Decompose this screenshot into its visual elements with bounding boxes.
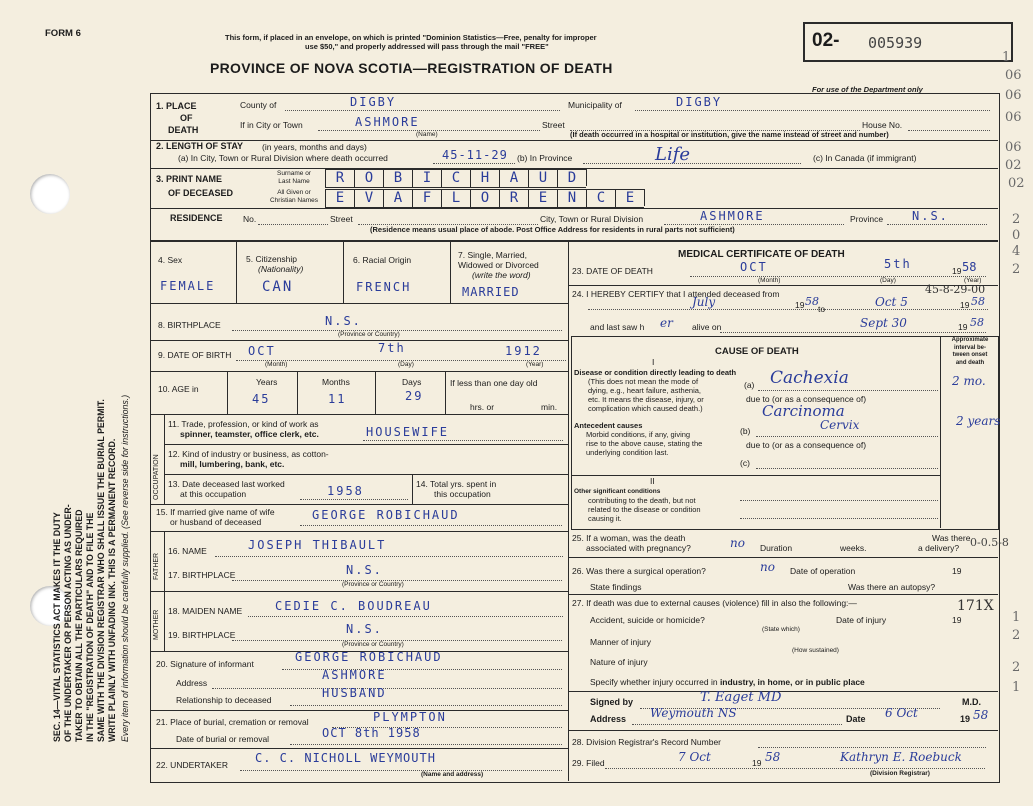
label-line: dying, e.g., heart failure, asthenia, bbox=[588, 386, 701, 395]
label-line: 5. Citizenship bbox=[246, 254, 298, 264]
name-sub: (Name) bbox=[416, 131, 438, 138]
label-line: mill, lumbering, bank, etc. bbox=[180, 459, 285, 469]
f24-19c: 19 bbox=[958, 322, 968, 332]
f28-label: 28. Division Registrar's Record Number bbox=[572, 737, 722, 747]
signed-label: Signed by bbox=[590, 697, 634, 707]
hrs-label: hrs. or bbox=[470, 402, 495, 412]
days-label: Days bbox=[402, 377, 422, 387]
hospital-note: (If death occurred in a hospital or institution, give the name instead of street and number) bbox=[570, 130, 889, 139]
signed-by-value: T. Eaget MD bbox=[700, 690, 782, 705]
f16-label: 16. NAME bbox=[168, 546, 207, 556]
letter-box: C bbox=[586, 189, 615, 208]
f26-label: 26. Was there a surgical operation? bbox=[572, 566, 706, 576]
f2-note: (in years, months and days) bbox=[262, 142, 367, 152]
margin-code: 06 bbox=[1005, 140, 1022, 155]
f3-label bbox=[156, 172, 233, 200]
attended-from-value: July bbox=[692, 295, 716, 309]
stay-a-value: 45-11-29 bbox=[442, 148, 508, 162]
f25-label bbox=[572, 533, 691, 553]
f27f-label: Nature of injury bbox=[590, 657, 648, 667]
f19-label: 19. BIRTHPLACE bbox=[168, 630, 236, 640]
letter-box: N bbox=[557, 189, 586, 208]
md-label: M.D. bbox=[962, 697, 981, 707]
label-line: rise to the above cause, stating the bbox=[586, 439, 703, 448]
antecedent-label bbox=[574, 421, 702, 457]
letter-box: A bbox=[499, 169, 528, 188]
label-line: 1. PLACE bbox=[156, 101, 197, 111]
f15-label bbox=[156, 507, 275, 527]
county-value: DIGBY bbox=[350, 95, 397, 109]
f24-19b: 19 bbox=[960, 300, 970, 310]
occupation-label: OCCUPATION bbox=[153, 454, 160, 500]
f2-label: 2. LENGTH OF STAY bbox=[156, 141, 244, 151]
informant-value: GEORGE ROBICHAUD bbox=[295, 650, 443, 664]
f27d-label: Manner of injury bbox=[590, 637, 651, 647]
label-line: DEATH bbox=[168, 125, 199, 135]
margin-code: 06 bbox=[1005, 110, 1022, 125]
letter-box: E bbox=[325, 189, 354, 208]
city-label: If in City or Town bbox=[240, 120, 303, 130]
age-months-value: 11 bbox=[328, 392, 347, 406]
label-line: Widowed or Divorced bbox=[458, 260, 539, 270]
undertaker-value: C. C. NICHOLL WEYMOUTH bbox=[255, 751, 436, 765]
label-line: All Given or bbox=[277, 189, 311, 196]
cause-b-interval: 2 years bbox=[956, 414, 1001, 428]
pregnancy-value: no bbox=[730, 536, 745, 550]
racial-value: FRENCH bbox=[356, 280, 412, 294]
f2a-label: (a) In City, Town or Rural Division where death occurred bbox=[178, 153, 388, 163]
side-line: TAKER TO OBTAIN ALL THE PARTICULARS REQUIRED bbox=[74, 509, 84, 742]
father-bp-value: N.S. bbox=[346, 563, 383, 577]
residence-note: (Residence means usual place of abode. Post Office Address for residents in rural parts not sufficient) bbox=[370, 225, 735, 234]
death-day-sub: (Day) bbox=[880, 277, 896, 284]
given-label bbox=[266, 189, 322, 205]
death-month-sub: (Month) bbox=[758, 277, 781, 284]
reg-prefix: 02- bbox=[812, 30, 840, 51]
label-line: 25. If a woman, was the death bbox=[572, 533, 686, 543]
letter-box: U bbox=[528, 169, 557, 188]
f21b-label: Date of burial or removal bbox=[176, 734, 270, 744]
burial-place-value: PLYMPTON bbox=[373, 710, 447, 724]
f20c-label: Relationship to deceased bbox=[176, 695, 272, 705]
label-line: at this occupation bbox=[180, 489, 247, 499]
f26d-label: Was there an autopsy? bbox=[848, 582, 936, 592]
letter-box: I bbox=[412, 169, 441, 188]
label-part: industry, in home, or in public place bbox=[719, 677, 865, 687]
f26-19: 19 bbox=[952, 566, 962, 576]
informant-addr-value: ASHMORE bbox=[322, 668, 387, 682]
registrar-signature: Kathryn E. Roebuck bbox=[840, 750, 962, 764]
label-line: Approximate bbox=[951, 337, 989, 343]
f14-label bbox=[416, 479, 496, 499]
cause-a-marker: (a) bbox=[744, 380, 755, 390]
f7-label bbox=[458, 250, 539, 280]
f8-sub: (Province or Country) bbox=[338, 331, 400, 338]
label-line: a delivery? bbox=[918, 543, 960, 553]
f20b-label: Address bbox=[176, 678, 208, 688]
f27g-label bbox=[590, 677, 865, 687]
municipality-label: Municipality of bbox=[568, 100, 622, 110]
label-line: contributing to the death, but not bbox=[588, 496, 696, 505]
res-street-label: Street bbox=[330, 214, 353, 224]
dob-day-value: 7th bbox=[378, 341, 406, 355]
letter-box: A bbox=[383, 189, 412, 208]
last-saw-h: er bbox=[660, 316, 673, 330]
f24-to: to bbox=[818, 304, 826, 314]
label-line: this occupation bbox=[434, 489, 491, 499]
f17-label: 17. BIRTHPLACE bbox=[168, 570, 236, 580]
f29-label: 29. Filed bbox=[572, 758, 605, 768]
margin-code: 06 bbox=[1005, 68, 1022, 83]
father-name-value: JOSEPH THIBAULT bbox=[248, 538, 387, 552]
label-line: OF bbox=[180, 113, 193, 123]
disease-label bbox=[574, 368, 736, 413]
roman-2: II bbox=[650, 476, 655, 486]
father-label: FATHER bbox=[153, 552, 160, 580]
f22-sub: (Name and address) bbox=[421, 771, 484, 778]
label-line: complication which caused death.) bbox=[588, 404, 703, 413]
attended-to-yr: 58 bbox=[971, 295, 985, 308]
filed-year-value: 58 bbox=[765, 750, 781, 764]
side-line: OF THE UNDERTAKER OR PERSON ACTING AS UNDER- bbox=[63, 504, 73, 742]
f24c-label: alive on bbox=[692, 322, 722, 332]
label-line: (Nationality) bbox=[258, 264, 304, 274]
cause-b1-value: Carcinoma bbox=[762, 402, 845, 420]
f5-label bbox=[246, 254, 303, 274]
min-label: min. bbox=[541, 402, 558, 412]
margin-code: 4 bbox=[1012, 244, 1021, 259]
f21-label: 21. Place of burial, cremation or removal bbox=[156, 717, 309, 727]
cause-b-marker: (b) bbox=[740, 426, 751, 436]
label-line: Other significant conditions bbox=[574, 488, 661, 495]
due-to-b: due to (or as a consequence of) bbox=[746, 440, 867, 450]
label-line: 12. Kind of industry or business, as cotton- bbox=[168, 449, 329, 459]
surgery-value: no bbox=[760, 560, 775, 574]
label-line: related to the disease or condition bbox=[588, 505, 701, 514]
f4-label: 4. Sex bbox=[158, 255, 183, 265]
label-line: interval be- bbox=[953, 344, 986, 351]
f13-label bbox=[168, 479, 285, 499]
last-saw-value: Sept 30 bbox=[860, 316, 907, 330]
label-line: associated with pregnancy? bbox=[586, 543, 691, 553]
city-value: ASHMORE bbox=[355, 115, 420, 129]
res-prov-value: N.S. bbox=[912, 209, 949, 223]
label-line: etc. It means the disease, injury, or bbox=[588, 395, 704, 404]
label-line: and death bbox=[955, 359, 985, 366]
margin-code: 06 bbox=[1005, 88, 1022, 103]
label-line: causing it. bbox=[588, 514, 622, 523]
f26b-label: Date of operation bbox=[790, 566, 856, 576]
f12-label bbox=[168, 449, 329, 469]
age-years-value: 45 bbox=[252, 392, 271, 406]
letter-box: C bbox=[441, 169, 470, 188]
res-city-label: City, Town or Rural Division bbox=[540, 214, 644, 224]
attended-from-yr: 58 bbox=[805, 295, 819, 308]
letter-box: E bbox=[528, 189, 557, 208]
age-days-value: 29 bbox=[405, 389, 424, 403]
other-conditions-label bbox=[574, 487, 701, 523]
medical-certificate-title: MEDICAL CERTIFICATE OF DEATH bbox=[678, 249, 845, 260]
res-city-value: ASHMORE bbox=[700, 209, 765, 223]
f26c-label: State findings bbox=[590, 582, 642, 592]
label-line: (write the word) bbox=[472, 270, 531, 280]
cause-a-value: Cachexia bbox=[770, 368, 849, 388]
cause-c-marker: (c) bbox=[740, 458, 750, 468]
f17-sub: (Province or Country) bbox=[342, 581, 404, 588]
margin-code: 1 bbox=[1012, 680, 1021, 695]
label-line: Was there bbox=[932, 533, 971, 543]
f2c-label: (c) In Canada (if immigrant) bbox=[813, 153, 917, 163]
f29b-label: (Division Registrar) bbox=[870, 770, 930, 777]
letter-box: O bbox=[354, 169, 383, 188]
last-saw-yr: 58 bbox=[970, 316, 984, 329]
side-line: IN THE "REGISTRATION OF DEATH" AND TO FILE THE bbox=[85, 512, 95, 742]
letter-box: F bbox=[412, 189, 441, 208]
relationship-value: HUSBAND bbox=[322, 686, 387, 700]
street-label: Street bbox=[542, 120, 565, 130]
label-line: Morbid conditions, if any, giving bbox=[586, 430, 691, 439]
f20-label: 20. Signature of informant bbox=[156, 659, 254, 669]
label-line: Last Name bbox=[278, 178, 310, 185]
burial-date-value: OCT 8th 1958 bbox=[322, 726, 421, 740]
sex-value: FEMALE bbox=[160, 279, 216, 293]
years-label: Years bbox=[256, 377, 278, 387]
label-line: Christian Names bbox=[269, 197, 319, 204]
mother-name-value: CEDIE C. BOUDREAU bbox=[275, 599, 432, 613]
f8-label: 8. BIRTHPLACE bbox=[158, 320, 221, 330]
f2b-label: (b) In Province bbox=[517, 153, 573, 163]
label-line: 15. If married give name of wife bbox=[156, 507, 275, 517]
death-year-value: 58 bbox=[962, 260, 977, 274]
label-line: Disease or condition directly leading to death bbox=[574, 368, 737, 377]
day-sub: (Day) bbox=[398, 361, 414, 368]
margin-code: 0 bbox=[1012, 228, 1021, 243]
margin-code: 02 bbox=[1008, 176, 1025, 191]
spouse-value: GEORGE ROBICHAUD bbox=[312, 508, 460, 522]
f11-label bbox=[168, 419, 319, 439]
f27c-label: (State which) bbox=[762, 626, 800, 633]
f27b-label: Date of injury bbox=[836, 615, 887, 625]
occupation-value: HOUSEWIFE bbox=[366, 425, 450, 439]
res-no-label: No. bbox=[243, 214, 257, 224]
f25d-label: weeks. bbox=[840, 543, 867, 553]
sign-year-value: 58 bbox=[973, 708, 989, 722]
municipality-value: DIGBY bbox=[676, 95, 723, 109]
label-line: underlying condition last. bbox=[586, 448, 669, 457]
dob-year-value: 1912 bbox=[505, 344, 542, 358]
last-worked-value: 1958 bbox=[327, 484, 364, 498]
mother-bp-value: N.S. bbox=[346, 622, 383, 636]
margin-code: 2 bbox=[1012, 628, 1021, 643]
side-instructions bbox=[52, 12, 131, 742]
f10-label: 10. AGE in bbox=[158, 384, 199, 394]
label-line: Surname or bbox=[277, 170, 311, 177]
f27a-label: Accident, suicide or homicide? bbox=[590, 615, 705, 625]
filed-day-value: 7 Oct bbox=[678, 750, 711, 764]
death-code-value: 45-8-29-00 bbox=[925, 283, 986, 296]
f27-label: 27. If death was due to external causes (violence) fill in also the following:— bbox=[572, 598, 857, 608]
birthplace-value: N.S. bbox=[325, 314, 362, 328]
f25e-label bbox=[918, 533, 970, 553]
label-line: 11. Trade, profession, or kind of work as bbox=[168, 419, 319, 429]
form-number: FORM 6 bbox=[45, 28, 81, 39]
year-sub: (Year) bbox=[526, 361, 544, 368]
mother-label: MOTHER bbox=[153, 609, 160, 640]
lt1-label: If less than one day old bbox=[450, 378, 538, 388]
label-line: Antecedent causes bbox=[574, 421, 643, 430]
date-label: Date bbox=[846, 714, 866, 724]
letter-box: H bbox=[470, 169, 499, 188]
margin-code: 02 bbox=[1005, 158, 1022, 173]
label-line: 13. Date deceased last worked bbox=[168, 479, 285, 489]
f6-label: 6. Racial Origin bbox=[353, 255, 412, 265]
label-line: or husband of deceased bbox=[170, 517, 262, 527]
margin-code: 1 bbox=[1012, 610, 1021, 625]
nineteen: 19 bbox=[952, 266, 962, 276]
side-line: WRITE PLAINLY WITH UNFADING INK. THIS IS A PERMANENT RECORD. bbox=[107, 438, 117, 742]
mail-notice bbox=[225, 33, 597, 51]
label-line: 3. PRINT NAME bbox=[156, 174, 223, 184]
letter-box: R bbox=[499, 189, 528, 208]
f19-sub: (Province or Country) bbox=[342, 641, 404, 648]
residence-label: RESIDENCE bbox=[170, 213, 223, 223]
margin-code: 2 bbox=[1012, 212, 1021, 227]
margin-code: 2 bbox=[1012, 660, 1021, 675]
death-year-sub: (Year) bbox=[964, 277, 982, 284]
notice-line: This form, if placed in an envelope, on which is printed "Dominion Statistics—Free, penalty for improper bbox=[225, 33, 597, 42]
letter-box: E bbox=[615, 189, 644, 208]
f29-19: 19 bbox=[752, 758, 762, 768]
death-day-value: 5th bbox=[884, 257, 912, 271]
cause-a-interval: 2 mo. bbox=[952, 374, 986, 388]
code-27: 171X bbox=[957, 598, 994, 614]
res-prov-label: Province bbox=[850, 214, 884, 224]
letter-box: V bbox=[354, 189, 383, 208]
stay-b-value: Life bbox=[655, 144, 691, 165]
address-label: Address bbox=[590, 714, 627, 724]
delivery-code: 0-0.5-8 bbox=[970, 536, 1009, 549]
side-line: SEC. 14—VITAL STATISTICS ACT MAKES IT THE DUTY bbox=[52, 512, 62, 742]
notice-line: use $50," and properly addressed will pass through the mail "FREE" bbox=[305, 42, 549, 51]
label-line: 7. Single, Married, bbox=[458, 250, 527, 260]
margin-code: 1 bbox=[1002, 50, 1011, 65]
due-to-a: due to (or as a consequence of) bbox=[746, 394, 867, 404]
form-title: PROVINCE OF NOVA SCOTIA—REGISTRATION OF DEATH bbox=[210, 60, 613, 76]
reg-number: 005939 bbox=[868, 34, 923, 52]
marital-value: MARRIED bbox=[462, 285, 520, 299]
month-sub: (Month) bbox=[265, 361, 288, 368]
side-note: Every item of information should be carefully supplied. (See reverse side for instructions.) bbox=[120, 394, 130, 742]
f27e-label: (How sustained) bbox=[792, 647, 839, 654]
dept-use-note: For use of the Department only bbox=[812, 85, 923, 94]
citizenship-value: CAN bbox=[262, 279, 294, 295]
label-part: Specify whether injury occurred in bbox=[590, 677, 718, 687]
letter-box: O bbox=[470, 189, 499, 208]
margin-code: 2 bbox=[1012, 262, 1021, 277]
cause-title: CAUSE OF DEATH bbox=[715, 346, 799, 357]
letter-box: R bbox=[325, 169, 354, 188]
label-line: 14. Total yrs. spent in bbox=[416, 479, 497, 489]
house-label: House No. bbox=[862, 120, 903, 130]
label-line: (This does not mean the mode of bbox=[588, 377, 699, 386]
label-line: spinner, teamster, office clerk, etc. bbox=[180, 429, 319, 439]
side-line: SAME WITH THE DIVISION REGISTRAR WHO SHALL ISSUE THE BURIAL PERMIT. bbox=[96, 399, 106, 742]
surname-label bbox=[266, 170, 322, 186]
letter-box: D bbox=[557, 169, 586, 188]
f9-label: 9. DATE OF BIRTH bbox=[158, 350, 232, 360]
label-line: tween onset bbox=[952, 352, 988, 358]
f22-label: 22. UNDERTAKER bbox=[156, 760, 228, 770]
months-label: Months bbox=[322, 377, 350, 387]
f24-label: 24. I HEREBY CERTIFY that I attended deceased from bbox=[572, 289, 780, 299]
death-month-value: OCT bbox=[740, 260, 768, 274]
roman-1: I bbox=[652, 357, 655, 367]
f25c-label: Duration bbox=[760, 543, 793, 553]
sign-date-value: 6 Oct bbox=[885, 706, 918, 720]
sign-address-value: Weymouth NS bbox=[650, 706, 737, 720]
interval-label bbox=[942, 337, 998, 367]
letter-box: L bbox=[441, 189, 470, 208]
sign-19: 19 bbox=[960, 714, 971, 724]
f24b-label: and last saw h bbox=[590, 322, 645, 332]
dob-month-value: OCT bbox=[248, 344, 276, 358]
f23-label: 23. DATE OF DEATH bbox=[572, 266, 653, 276]
f1-label bbox=[156, 100, 198, 136]
letter-box: B bbox=[383, 169, 412, 188]
county-label: County of bbox=[240, 100, 277, 110]
f24-19: 19 bbox=[795, 300, 805, 310]
attended-to-value: Oct 5 bbox=[875, 295, 908, 309]
f27-19: 19 bbox=[952, 615, 962, 625]
cause-b2-value: Cervix bbox=[820, 418, 860, 432]
label-line: OF DECEASED bbox=[168, 188, 234, 198]
f18-label: 18. MAIDEN NAME bbox=[168, 606, 243, 616]
